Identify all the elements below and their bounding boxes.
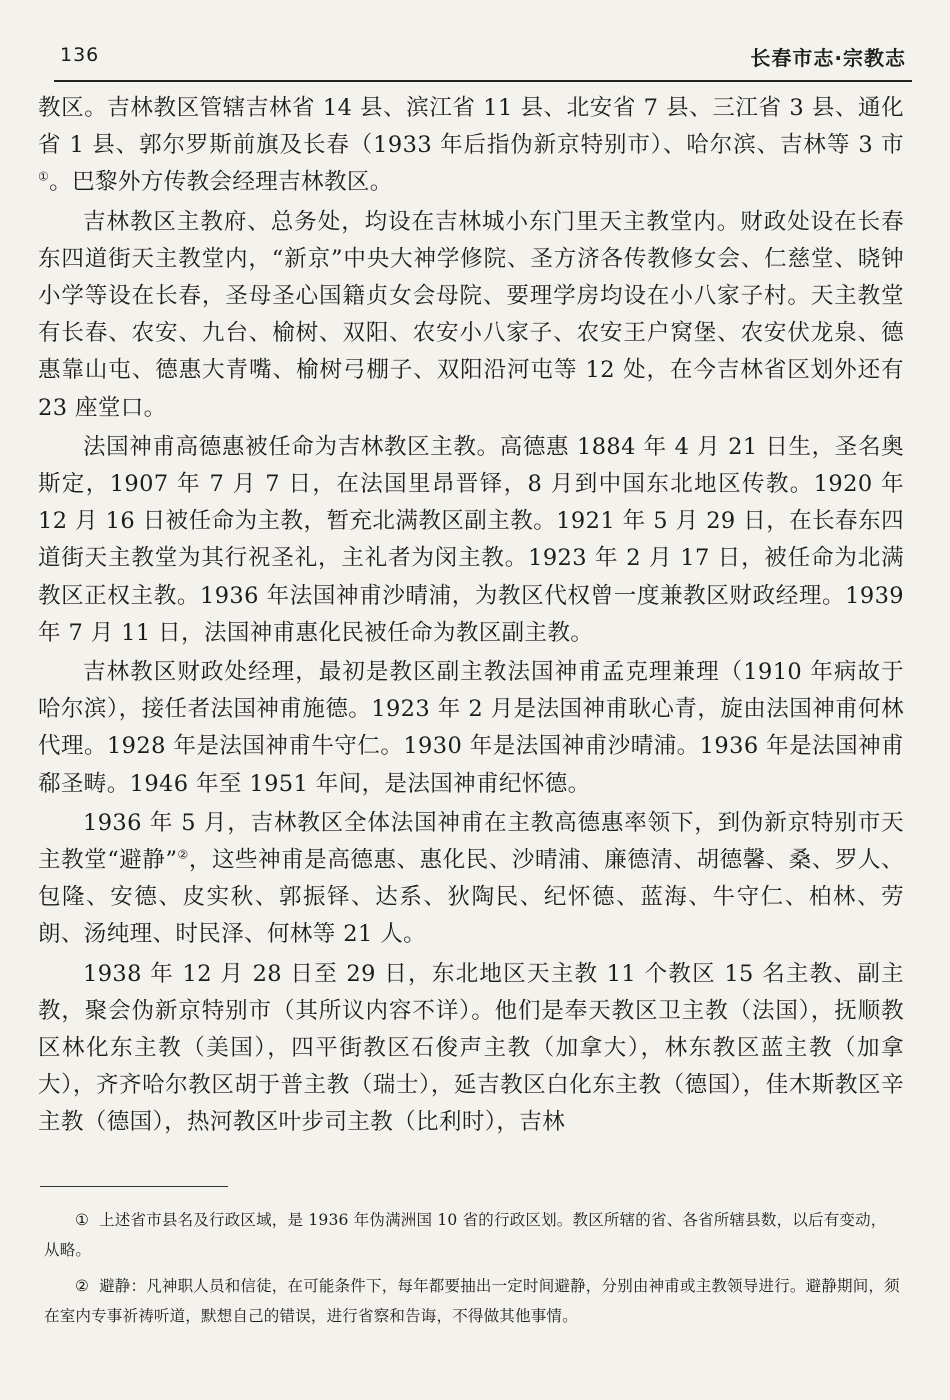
paragraph-3 (38, 429, 904, 652)
footnote-rule (40, 1186, 228, 1187)
paragraph-text: 1938 年 12 月 28 日至 29 日，东北地区天主教 11 个教区 15 名主教、副主教，聚会伪新京特别市（其所议内容不详）。他们是奉天教区卫主教（法国），抚顺教区林化东主教（美国），四平街教区石俊声主教（加拿大），林东教区蓝主教（加拿大），齐齐哈尔教区胡于普主教（瑞士），延吉教区白化东主教（德国），佳木斯教区辛主教（德国），热河教区叶步司主教（比利时），吉林 (38, 960, 904, 1136)
footnote-number: ② (75, 1277, 90, 1295)
footnote-text: 上述省市县名及行政区域，是 1936 年伪满洲国 10 省的行政区划。教区所辖的省、各省所辖县数，以后有变动，从略。 (44, 1211, 887, 1259)
running-title: 长春市志·宗教志 (750, 46, 906, 70)
paragraph-2 (38, 204, 904, 427)
paragraph-5 (38, 805, 904, 954)
paragraph-text-tail: 。巴黎外方传教会经理吉林教区。 (49, 169, 393, 196)
paragraph-text: 1936 年 5 月，吉林教区全体法国神甫在主教高德惠率领下，到伪新京特别市天主教堂“避静” (38, 809, 904, 874)
footnote-text: 避静：凡神职人员和信徒，在可能条件下，每年都要抽出一定时间避静，分别由神甫或主教领导进行。避静期间，须在室内专事祈祷听道，默想自己的错误，进行省察和告诲，不得做其他事情。 (44, 1277, 900, 1325)
paragraph-text-tail: ，这些神甫是高德惠、惠化民、沙晴浦、廉德清、胡德馨、桑、罗人、包隆、安德、皮实秋、郭振铎、达系、狄陶民、纪怀德、蓝海、牛守仁、柏林、劳朗、汤纯理、时民泽、何林等 21 人。 (38, 847, 904, 948)
footnotes (44, 1205, 900, 1337)
paragraph-text: 吉林教区主教府、总务处，均设在吉林城小东门里天主教堂内。财政处设在长春东四道街天主教堂内，“新京”中央大神学修院、圣方济各传教修女会、仁慈堂、晓钟小学等设在长春，圣母圣心国籍贞女会母院、要理学房均设在小八家子村。天主教堂有长春、农安、九台、榆树、双阳、农安小八家子、农安王户窝堡、农安伏龙泉、德惠靠山屯、德惠大青嘴、榆树弓棚子、双阳沿河屯等 12 处，在今吉林省区划外还有 23 座堂口。 (38, 208, 904, 421)
paragraph-4 (38, 654, 904, 803)
body-text (38, 90, 904, 1144)
paragraph-1 (38, 90, 904, 202)
paragraph-text: 教区。吉林教区管辖吉林省 14 县、滨江省 11 县、北安省 7 县、三江省 3 县、通化省 1 县、郭尔罗斯前旗及长春（1933 年后指伪新京特别市）、哈尔滨、吉林等 3 市 (38, 95, 904, 159)
paragraph-text: 法国神甫高德惠被任命为吉林教区主教。高德惠 1884 年 4 月 21 日生，圣名奥斯定，1907 年 7 月 7 日，在法国里昂晋铎，8 月到中国东北地区传教。1920 年 12 月 16 日被任命为主教，暂充北满教区副主教。1921 年 5 月 29 日，在长春东四道街天主教堂为其行祝圣礼，主礼者为闵主教。1923 年 2 月 17 日，被任命为北满教区正权主教。1936 年法国神甫沙晴浦，为教区代权曾一度兼教区财政经理。1939 年 7 月 11 日，法国神甫惠化民被任命为教区副主教。 (38, 433, 904, 646)
paragraph-6 (38, 956, 904, 1142)
footnote-marker: ② (177, 847, 189, 862)
header-rule (54, 80, 912, 82)
paragraph-text: 吉林教区财政处经理，最初是教区副主教法国神甫孟克理兼理（1910 年病故于哈尔滨），接任者法国神甫施德。1923 年 2 月是法国神甫耿心青，旋由法国神甫何林代理。1928 年是法国神甫牛守仁。1930 年是法国神甫沙晴浦。1936 年是法国神甫郗圣畴。1946 年至 1951 年间，是法国神甫纪怀德。 (38, 659, 904, 797)
footnote-1 (44, 1205, 900, 1265)
page-header (54, 44, 908, 76)
footnote-number: ① (75, 1211, 90, 1229)
page-number: 136 (60, 44, 100, 66)
footnote-marker: ① (38, 169, 50, 184)
footnote-2 (44, 1271, 900, 1331)
